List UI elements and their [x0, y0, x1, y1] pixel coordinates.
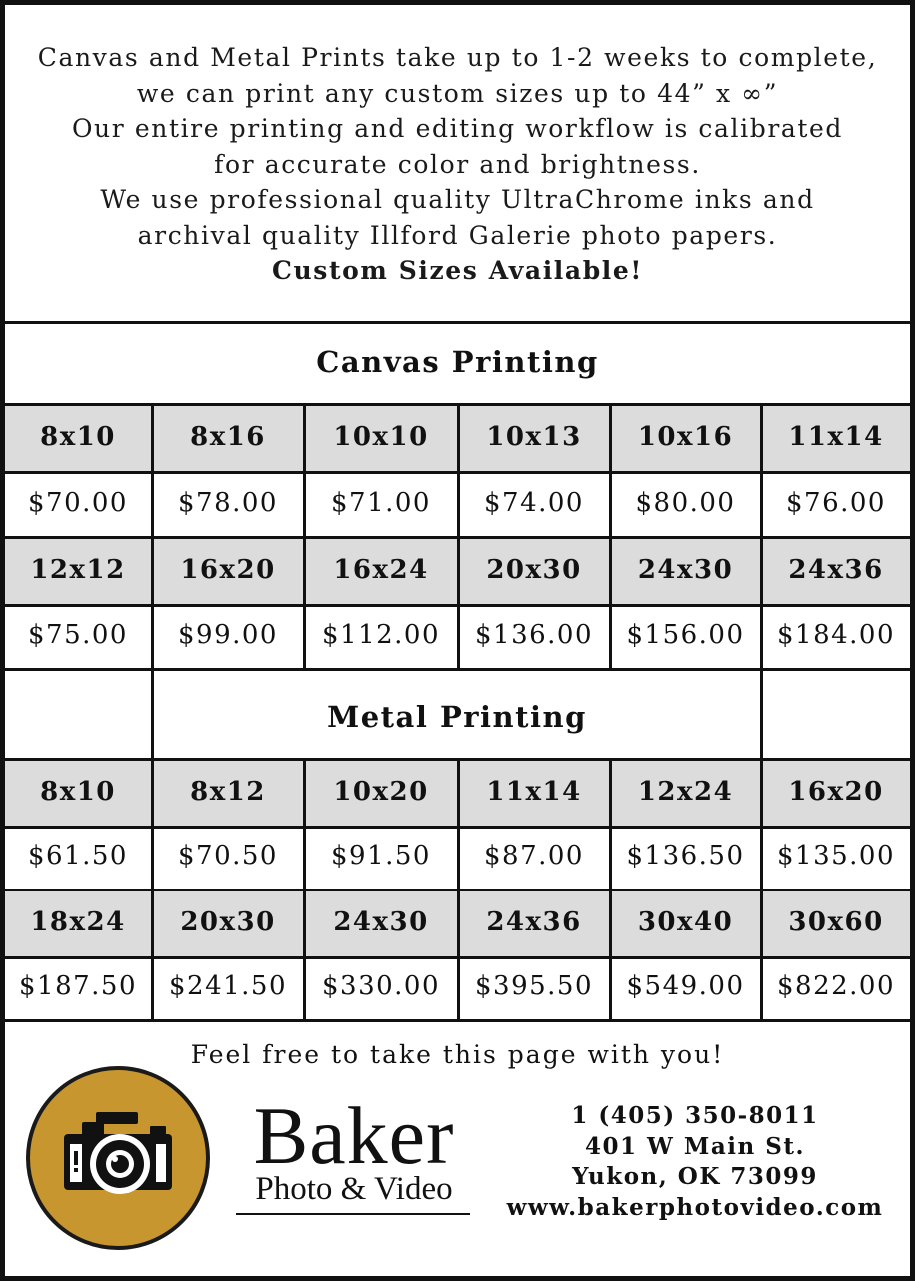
- divider: [151, 761, 154, 1020]
- metal-price-cell: $549.00: [626, 971, 745, 1001]
- phone[interactable]: 1 (405) 350-8011: [571, 1102, 819, 1129]
- metal-price-cell: $87.00: [484, 841, 584, 871]
- metal-price-cell: $136.50: [626, 841, 745, 871]
- divider: [151, 406, 154, 669]
- intro-line: We use professional quality UltraChrome inks and: [100, 185, 815, 214]
- canvas-size-cell: 10x10: [333, 422, 429, 452]
- divider: [0, 321, 915, 324]
- canvas-size-cell: 11x14: [788, 422, 884, 452]
- metal-price-cell: $187.50: [18, 971, 138, 1001]
- canvas-price-cell: $75.00: [28, 620, 128, 650]
- divider: [609, 406, 612, 669]
- metal-size-cell: 24x30: [333, 907, 429, 937]
- brand-rule: [236, 1213, 470, 1215]
- metal-size-cell: 30x40: [637, 907, 734, 937]
- canvas-size-cell: 16x20: [180, 555, 276, 585]
- canvas-title: Canvas Printing: [316, 345, 599, 379]
- canvas-price-cell: $156.00: [626, 620, 745, 650]
- logo: [26, 1066, 210, 1250]
- contact-info: [500, 1101, 890, 1223]
- metal-size-cell: 18x24: [30, 907, 126, 937]
- metal-size-cell: 8x10: [40, 777, 116, 807]
- metal-size-cell: 30x60: [788, 907, 884, 937]
- metal-price-cell: $241.50: [168, 971, 288, 1001]
- canvas-size-cell: 8x16: [190, 422, 266, 452]
- canvas-size-cell: 10x13: [486, 422, 582, 452]
- metal-price-cell: $395.50: [474, 971, 594, 1001]
- metal-size-cell: 12x24: [637, 777, 734, 807]
- metal-size-cell: 10x20: [333, 777, 429, 807]
- canvas-size-cell: 24x36: [788, 555, 884, 585]
- divider: [760, 668, 763, 758]
- divider: [760, 406, 763, 669]
- canvas-price-cell: $112.00: [321, 620, 441, 650]
- canvas-price-cell: $136.00: [474, 620, 594, 650]
- canvas-price-cell: $70.00: [28, 488, 128, 518]
- metal-size-cell: 16x20: [788, 777, 884, 807]
- canvas-size-cell: 8x10: [40, 422, 116, 452]
- divider: [0, 1019, 915, 1022]
- divider: [0, 668, 915, 671]
- intro-line: archival quality Illford Galerie photo papers.: [137, 220, 778, 250]
- canvas-price-cell: $99.00: [178, 620, 278, 650]
- intro-line: we can print any custom sizes up to 44” x ∞”: [136, 78, 779, 108]
- brand: [236, 1090, 472, 1215]
- metal-size-cell: 20x30: [180, 907, 276, 937]
- city-state-zip: Yukon, OK 73099: [572, 1163, 818, 1190]
- canvas-price-cell: $76.00: [786, 488, 886, 518]
- website-link[interactable]: www.bakerphotovideo.com: [506, 1193, 884, 1221]
- divider: [457, 761, 460, 1020]
- metal-price-cell: $822.00: [776, 971, 896, 1001]
- canvas-price-cell: $74.00: [484, 488, 584, 518]
- metal-price-cell: $91.50: [331, 841, 431, 871]
- divider: [609, 761, 612, 1020]
- metal-size-cell: 11x14: [486, 777, 582, 807]
- metal-price-cell: $61.50: [28, 841, 128, 871]
- canvas-size-cell: 20x30: [486, 555, 582, 585]
- canvas-size-cell: 16x24: [333, 555, 429, 585]
- canvas-price-cell: $80.00: [635, 488, 736, 518]
- intro-text: [5, 40, 910, 289]
- metal-size-cell: 8x12: [190, 777, 266, 807]
- custom-sizes-note: Custom Sizes Available!: [272, 256, 643, 285]
- intro-line: Our entire printing and editing workflow is calibrated: [71, 114, 844, 143]
- divider: [457, 406, 460, 669]
- brand-subtitle: Photo & Video: [255, 1171, 453, 1207]
- divider: [303, 406, 306, 669]
- brand-name: Baker: [253, 1090, 455, 1181]
- canvas-price-cell: $71.00: [331, 488, 431, 518]
- metal-price-cell: $330.00: [321, 971, 441, 1001]
- canvas-size-cell: 10x16: [637, 422, 734, 452]
- canvas-price-cell: $78.00: [178, 488, 278, 518]
- street-address: 401 W Main St.: [585, 1132, 805, 1160]
- intro-line: Canvas and Metal Prints take up to 1-2 weeks to complete,: [37, 43, 878, 72]
- metal-price-cell: $135.00: [776, 841, 896, 871]
- divider: [303, 761, 306, 1020]
- canvas-size-cell: 12x12: [30, 555, 126, 585]
- take-page-note: Feel free to take this page with you!: [190, 1040, 725, 1069]
- canvas-size-cell: 24x30: [637, 555, 734, 585]
- metal-size-cell: 24x36: [486, 907, 582, 937]
- intro-line: for accurate color and brightness.: [214, 149, 701, 179]
- divider: [151, 668, 154, 758]
- metal-price-cell: $70.50: [178, 841, 278, 871]
- canvas-price-cell: $184.00: [776, 620, 896, 650]
- metal-title: Metal Printing: [327, 700, 587, 734]
- divider: [760, 761, 763, 1020]
- camera-icon: [26, 1066, 210, 1250]
